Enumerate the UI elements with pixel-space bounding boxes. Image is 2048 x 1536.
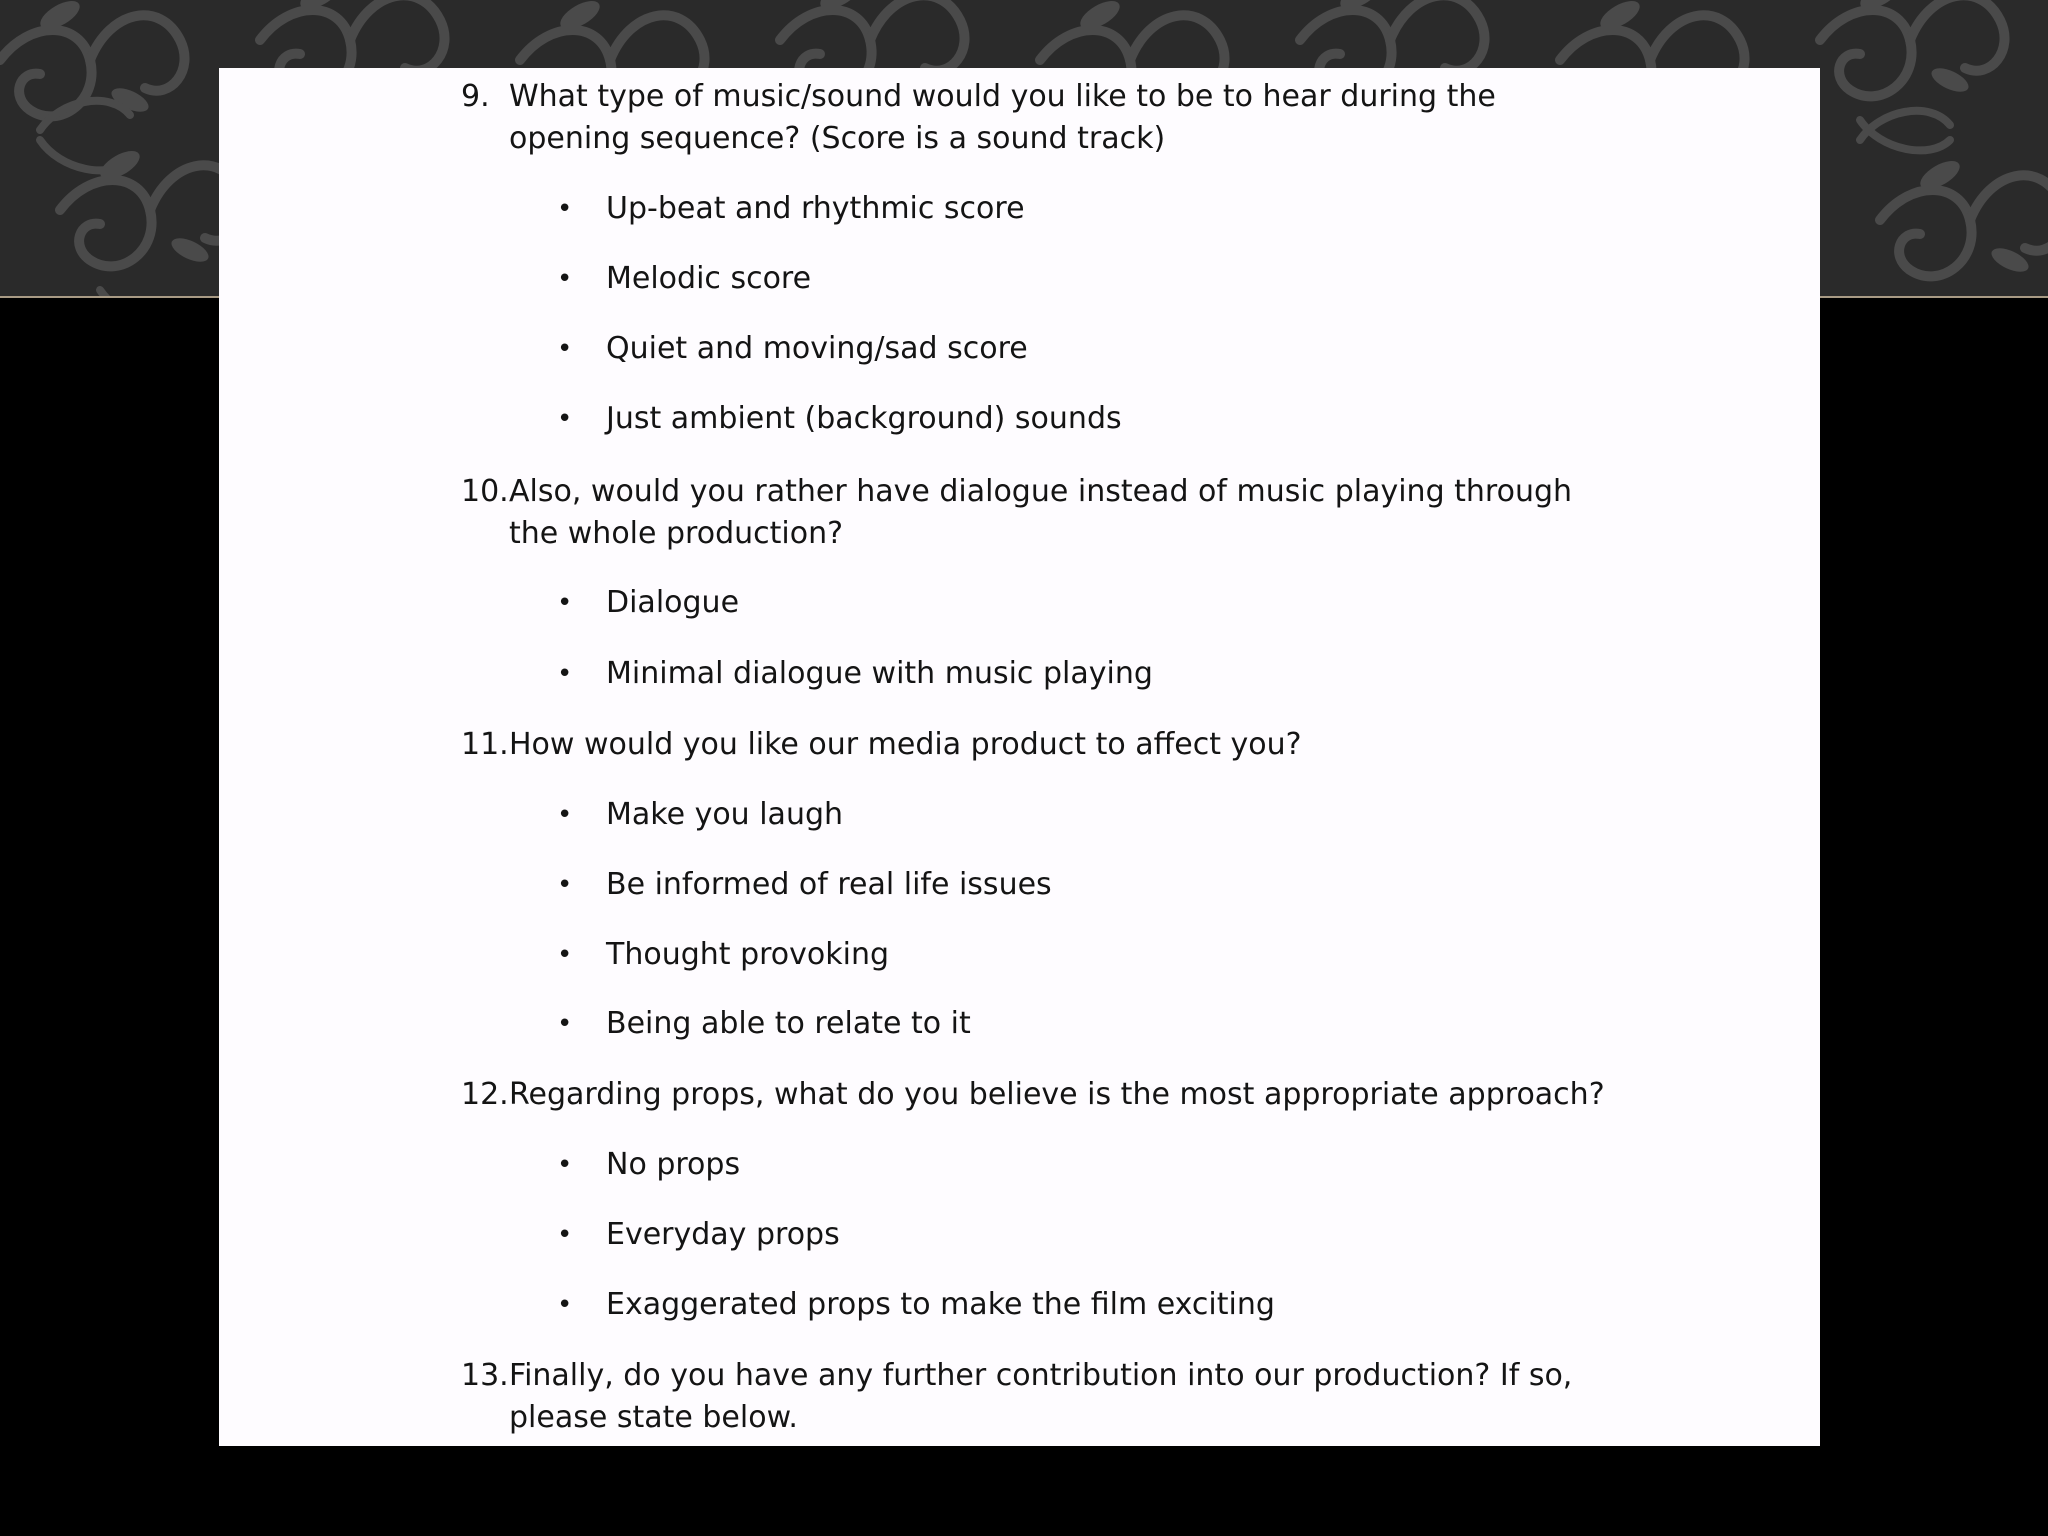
- question-text: Regarding props, what do you believe is the most appropriate approach?: [509, 1077, 1605, 1112]
- option-text: Dialogue: [606, 585, 740, 620]
- bullet-icon: •: [557, 940, 573, 970]
- option-text: Exaggerated props to make the film exciting: [606, 1287, 1275, 1322]
- option-text: Everyday props: [606, 1217, 840, 1252]
- bullet-icon: •: [557, 404, 573, 434]
- question-11: [461, 724, 1621, 766]
- question-9: [461, 76, 1621, 160]
- bullet-icon: •: [557, 1290, 573, 1320]
- bullet-icon: •: [557, 1009, 573, 1039]
- option-text: Melodic score: [606, 261, 812, 296]
- bullet-icon: •: [557, 194, 573, 224]
- question-text: What type of music/sound would you like to be to hear during the opening sequence? (Score is a sound track): [509, 79, 1496, 156]
- question-text: Finally, do you have any further contribution into our production? If so, please state below.: [509, 1358, 1573, 1435]
- question-10: [461, 471, 1621, 555]
- question-number: 9.: [461, 79, 490, 114]
- bullet-icon: •: [557, 870, 573, 900]
- question-text: How would you like our media product to affect you?: [509, 727, 1302, 762]
- option-text: Quiet and moving/sad score: [606, 331, 1028, 366]
- bullet-icon: •: [557, 334, 573, 364]
- bullet-icon: •: [557, 1150, 573, 1180]
- question-text: Also, would you rather have dialogue instead of music playing through the whole production?: [509, 474, 1573, 551]
- question-number: 11.: [461, 727, 509, 762]
- bullet-icon: •: [557, 800, 573, 830]
- question-number: 13.: [461, 1358, 509, 1393]
- question-number: 10.: [461, 474, 509, 509]
- bullet-icon: •: [557, 1220, 573, 1250]
- question-13: [461, 1355, 1621, 1439]
- option-text: Make you laugh: [606, 797, 844, 832]
- bullet-icon: •: [557, 659, 573, 689]
- option-text: Minimal dialogue with music playing: [606, 656, 1153, 691]
- question-12: [461, 1074, 1621, 1116]
- bullet-icon: •: [557, 588, 573, 618]
- option-text: Be informed of real life issues: [606, 867, 1052, 902]
- option-text: Up-beat and rhythmic score: [606, 191, 1025, 226]
- question-number: 12.: [461, 1077, 509, 1112]
- option-text: Thought provoking: [606, 937, 890, 972]
- option-text: No props: [606, 1147, 741, 1182]
- option-text: Being able to relate to it: [606, 1006, 971, 1041]
- option-text: Just ambient (background) sounds: [606, 401, 1122, 436]
- document-page: [219, 68, 1820, 1446]
- bullet-icon: •: [557, 264, 573, 294]
